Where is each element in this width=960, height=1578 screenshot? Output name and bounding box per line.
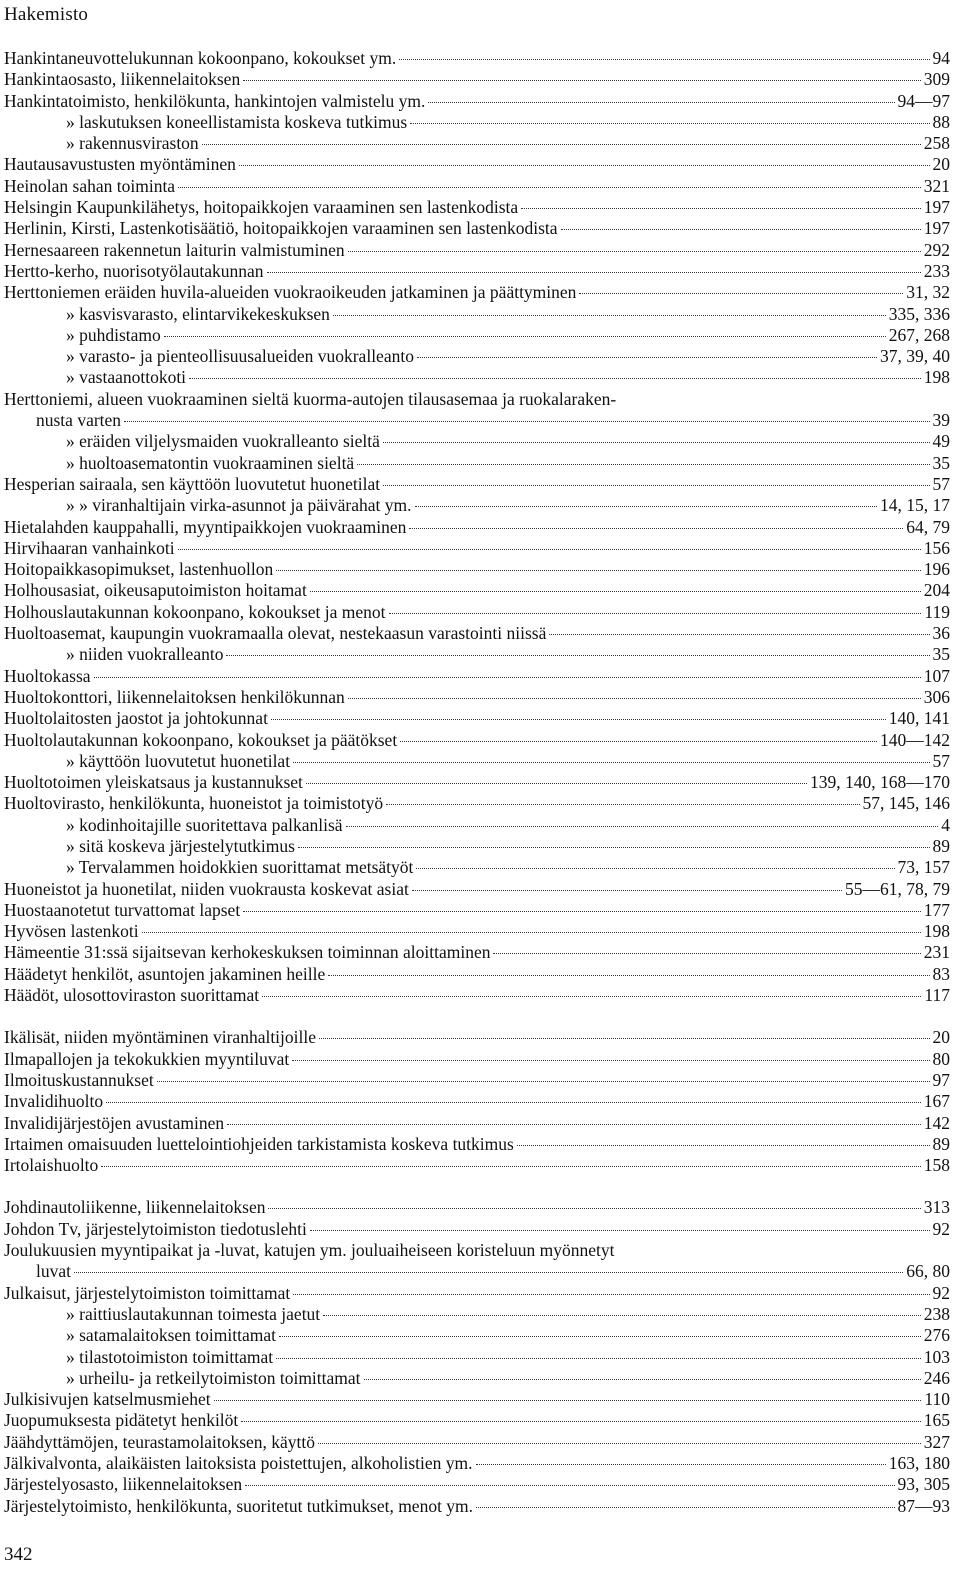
entry-pages: 31, 32 xyxy=(906,282,950,303)
entry-text: Johdinautoliikenne, liikennelaitoksen xyxy=(4,1197,266,1218)
entry-pages: 83 xyxy=(932,963,950,984)
entry-pages: 20 xyxy=(932,1027,950,1048)
entry-pages: 97 xyxy=(932,1069,950,1090)
entry-text: Huoltokassa xyxy=(4,665,91,686)
entry-text: » sitä koskeva järjestelytutkimus xyxy=(66,835,295,856)
entry-pages: 198 xyxy=(923,367,950,388)
dot-leader xyxy=(268,1208,920,1209)
dot-leader xyxy=(410,123,929,124)
index-entry xyxy=(4,1049,950,1070)
index-entry xyxy=(4,240,950,261)
index-entry xyxy=(4,644,950,665)
dot-leader xyxy=(310,591,921,592)
entry-continuation xyxy=(4,1261,950,1282)
entry-text: Huoltolaitosten jaostot ja johtokunnat xyxy=(4,708,268,729)
entry-pages: 80 xyxy=(932,1048,950,1069)
index-entry xyxy=(4,176,950,197)
index-entry xyxy=(4,900,950,921)
entry-text: Johdon Tv, järjestelytoimiston tiedotuslehti xyxy=(4,1218,307,1239)
entry-pages: 57, 145, 146 xyxy=(862,793,950,814)
entry-pages: 142 xyxy=(923,1112,950,1133)
entry-pages: 94 xyxy=(932,48,950,68)
index-entry xyxy=(4,730,950,751)
dot-leader xyxy=(476,1464,886,1465)
entry-text: Ikälisät, niiden myöntäminen viranhaltijoille xyxy=(4,1027,317,1048)
entry-text: luvat xyxy=(36,1261,71,1282)
entry-text: » puhdistamo xyxy=(66,324,161,345)
index-entry xyxy=(4,1325,950,1346)
entry-text: Häädöt, ulosottoviraston suorittamat xyxy=(4,985,260,1006)
index-entry xyxy=(4,1368,950,1389)
index-entry xyxy=(4,836,950,857)
entry-pages: 198 xyxy=(923,921,950,942)
index-entry xyxy=(4,453,950,474)
dot-leader xyxy=(276,1358,921,1359)
entry-pages: 335, 336 xyxy=(888,303,950,324)
dot-leader xyxy=(293,762,929,763)
index-entry xyxy=(4,1113,950,1134)
index-entry xyxy=(4,389,950,432)
dot-leader xyxy=(178,549,921,550)
index-entry xyxy=(4,1304,950,1325)
index-entry xyxy=(4,495,950,516)
entry-text: Häädetyt henkilöt, asuntojen jakaminen heille xyxy=(4,963,326,984)
entry-pages: 197 xyxy=(923,218,950,239)
entry-text: Hirvihaaran vanhainkoti xyxy=(4,537,175,558)
entry-pages: 196 xyxy=(923,559,950,580)
dot-leader xyxy=(415,506,877,507)
entry-pages: 204 xyxy=(923,580,950,601)
entry-text: Hertto-kerho, nuorisotyölautakunnan xyxy=(4,260,264,281)
entry-pages: 49 xyxy=(932,431,950,452)
dot-leader xyxy=(267,272,921,273)
entry-text: Hämeentie 31:ssä sijaitsevan kerhokeskuksen toiminnan aloittaminen xyxy=(4,942,491,963)
entry-pages: 20 xyxy=(932,154,950,175)
index-entry xyxy=(4,304,950,325)
entry-pages: 267, 268 xyxy=(888,324,950,345)
entry-pages: 327 xyxy=(923,1431,950,1452)
entry-text: Julkaisut, järjestelytoimiston toimittamat xyxy=(4,1282,291,1303)
dot-leader xyxy=(298,847,930,848)
dot-leader xyxy=(94,677,921,678)
entry-text: Huoltovirasto, henkilökunta, huoneistot ja toimistotyö xyxy=(4,793,384,814)
entry-text: » laskutuksen koneellistamista koskeva tutkimus xyxy=(66,111,408,132)
entry-pages: 292 xyxy=(923,239,950,260)
entry-text: » niiden vuokralleanto xyxy=(66,644,224,665)
dot-leader xyxy=(333,315,886,316)
entry-text: Jäähdyttämöjen, teurastamolaitoksen, käyttö xyxy=(4,1431,316,1452)
entry-pages: 39 xyxy=(932,410,950,431)
dot-leader xyxy=(243,80,921,81)
entry-pages: 165 xyxy=(923,1410,950,1431)
entry-pages: 93, 305 xyxy=(897,1474,950,1495)
entry-pages: 92 xyxy=(932,1218,950,1239)
entry-pages: 197 xyxy=(923,197,950,218)
entry-pages: 163, 180 xyxy=(888,1453,950,1473)
dot-leader xyxy=(164,336,886,337)
dot-leader xyxy=(323,1315,921,1316)
entry-pages: 156 xyxy=(923,537,950,558)
dot-leader xyxy=(579,293,903,294)
index-entry xyxy=(4,325,950,346)
index-entry xyxy=(4,48,950,69)
entry-text: Hankintaneuvottelukunnan kokoonpano, kokoukset ym. xyxy=(4,48,397,68)
dot-leader xyxy=(399,59,929,60)
entry-text: Huoltotoimen yleiskatsaus ja kustannukset xyxy=(4,772,303,793)
index-entry xyxy=(4,1496,950,1517)
index-entry xyxy=(4,197,950,218)
entry-pages: 110 xyxy=(924,1389,950,1410)
dot-leader xyxy=(318,1443,921,1444)
dot-leader xyxy=(189,378,921,379)
dot-leader xyxy=(409,528,903,529)
entry-pages: 321 xyxy=(923,175,950,196)
dot-leader xyxy=(306,783,807,784)
index-entry xyxy=(4,1219,950,1240)
entry-text: » huoltoasematontin vuokraaminen sieltä xyxy=(66,452,355,473)
dot-leader xyxy=(476,1507,894,1508)
index-entry xyxy=(4,1453,950,1474)
dot-leader xyxy=(346,826,939,827)
entry-pages: 14, 15, 17 xyxy=(880,495,950,516)
entry-pages: 276 xyxy=(923,1325,950,1346)
entry-pages: 140, 141 xyxy=(888,708,950,729)
page-header: Hakemisto xyxy=(4,4,89,25)
entry-text: Hankintaosasto, liikennelaitoksen xyxy=(4,69,241,90)
dot-leader xyxy=(227,1124,921,1125)
dot-leader xyxy=(319,1038,929,1039)
entry-text: Järjestelyosasto, liikennelaitoksen xyxy=(4,1474,243,1495)
index-entry xyxy=(4,708,950,729)
entry-text: Holhouslautakunnan kokoonpano, kokoukset ja menot xyxy=(4,601,386,622)
entry-pages: 309 xyxy=(923,69,950,90)
index-entry xyxy=(4,538,950,559)
index-entry xyxy=(4,1155,950,1176)
index-entry xyxy=(4,1389,950,1410)
dot-leader xyxy=(214,1400,922,1401)
entry-text: » varasto- ja pienteollisuusalueiden vuokralleanto xyxy=(66,346,414,367)
dot-leader xyxy=(101,1166,920,1167)
entry-text: Huoltoasemat, kaupungin vuokramaalla olevat, nestekaasun varastointi niissä xyxy=(4,623,547,644)
dot-leader xyxy=(178,187,921,188)
index-group xyxy=(4,1027,950,1176)
dot-leader xyxy=(239,165,930,166)
dot-leader xyxy=(386,804,859,805)
index-entry xyxy=(4,793,950,814)
index-entry xyxy=(4,1091,950,1112)
entry-pages: 57 xyxy=(932,750,950,771)
dot-leader xyxy=(243,911,921,912)
entry-pages: 4 xyxy=(941,814,950,835)
entry-pages: 87—93 xyxy=(897,1495,950,1516)
dot-leader xyxy=(348,251,921,252)
entry-text: » rakennusviraston xyxy=(66,133,199,154)
index-group xyxy=(4,1197,950,1516)
index-entry xyxy=(4,1240,950,1283)
index-entry xyxy=(4,687,950,708)
entry-text: Herlinin, Kirsti, Lastenkotisäätiö, hoitopaikkojen varaaminen sen lastenkodista xyxy=(4,218,558,239)
dot-leader xyxy=(328,975,929,976)
index-entry xyxy=(4,431,950,452)
index-entry xyxy=(4,1432,950,1453)
index-entry xyxy=(4,1347,950,1368)
dot-leader xyxy=(383,442,930,443)
index-entry xyxy=(4,261,950,282)
dot-leader xyxy=(521,208,921,209)
entry-text: » urheilu- ja retkeilytoimiston toimittamat xyxy=(66,1367,361,1388)
entry-text: Huoltolautakunnan kokoonpano, kokoukset ja päätökset xyxy=(4,729,398,750)
dot-leader xyxy=(292,1060,929,1061)
index-entry xyxy=(4,623,950,644)
entry-text: Hernesaareen rakennetun laiturin valmistuminen xyxy=(4,239,345,260)
index-entry xyxy=(4,580,950,601)
dot-leader xyxy=(517,1145,930,1146)
entry-text: » kasvisvarasto, elintarvikekeskuksen xyxy=(66,303,330,324)
index-entry xyxy=(4,367,950,388)
dot-leader xyxy=(241,1421,920,1422)
index-entry xyxy=(4,154,950,175)
entry-text: » raittiuslautakunnan toimesta jaetut xyxy=(66,1303,321,1324)
entry-pages: 313 xyxy=(923,1197,950,1218)
entry-text: Hankintatoimisto, henkilökunta, hankintojen valmistelu ym. xyxy=(4,90,426,111)
entry-text: Helsingin Kaupunkilähetys, hoitopaikkojen varaaminen sen lastenkodista xyxy=(4,197,519,218)
dot-leader xyxy=(417,357,877,358)
entry-text: » satamalaitoksen toimittamat xyxy=(66,1325,276,1346)
entry-text: Invalidijärjestöjen avustaminen xyxy=(4,1112,225,1133)
entry-pages: 238 xyxy=(923,1303,950,1324)
entry-text: Irtolaishuolto xyxy=(4,1155,99,1176)
entry-text: Herttoniemi, alueen vuokraaminen sieltä kuorma-autojen tilausasemaa ja ruokalaraken- xyxy=(4,388,617,409)
dot-leader xyxy=(276,570,920,571)
entry-pages: 57 xyxy=(932,473,950,494)
entry-pages: 167 xyxy=(923,1091,950,1112)
index-entry xyxy=(4,942,950,963)
dot-leader xyxy=(124,421,929,422)
page-number: 342 xyxy=(4,1544,33,1565)
entry-pages: 140—142 xyxy=(880,729,950,750)
dot-leader xyxy=(428,102,894,103)
index-entry xyxy=(4,879,950,900)
index-entry xyxy=(4,1027,950,1048)
entry-text: » kodinhoitajille suoritettava palkanlisä xyxy=(66,814,343,835)
entry-pages: 64, 79 xyxy=(906,516,950,537)
dot-leader xyxy=(561,229,921,230)
entry-pages: 177 xyxy=(923,899,950,920)
dot-leader xyxy=(293,1294,929,1295)
entry-pages: 73, 157 xyxy=(897,857,950,878)
index-entry xyxy=(4,1197,950,1218)
entry-text: » » viranhaltijain virka-asunnot ja päivärahat ym. xyxy=(66,495,412,516)
index-entry xyxy=(4,1283,950,1304)
index-entry xyxy=(4,666,950,687)
index-entry xyxy=(4,282,950,303)
entry-pages: 36 xyxy=(932,623,950,644)
entry-pages: 258 xyxy=(923,133,950,154)
entry-text: Hietalahden kauppahalli, myyntipaikkojen vuokraaminen xyxy=(4,516,407,537)
entry-text: Huostaanotetut turvattomat lapset xyxy=(4,899,241,920)
dot-leader xyxy=(157,1081,930,1082)
entry-text: Joulukuusien myyntipaikat ja -luvat, katujen ym. jouluaiheiseen koristeluun myönnetyt xyxy=(4,1240,615,1261)
dot-leader xyxy=(279,1336,921,1337)
dot-leader xyxy=(202,144,921,145)
entry-pages: 55—61, 78, 79 xyxy=(845,878,950,899)
index-entry xyxy=(4,1070,950,1091)
entry-text: Huoneistot ja huonetilat, niiden vuokrausta koskevat asiat xyxy=(4,878,409,899)
entry-text: Herttoniemen eräiden huvila-alueiden vuokraoikeuden jatkaminen ja päättyminen xyxy=(4,282,577,303)
entry-text: » vastaanottokoti xyxy=(66,367,187,388)
entry-pages: 103 xyxy=(923,1346,950,1367)
entry-pages: 66, 80 xyxy=(906,1261,950,1282)
index-entry xyxy=(4,602,950,623)
entry-text: Ilmoituskustannukset xyxy=(4,1069,154,1090)
index-entry xyxy=(4,346,950,367)
entry-text: Juopumuksesta pidätetyt henkilöt xyxy=(4,1410,239,1431)
index-entry xyxy=(4,857,950,878)
dot-leader xyxy=(400,741,877,742)
dot-leader xyxy=(357,464,929,465)
entry-text: Huoltokonttori, liikennelaitoksen henkilökunnan xyxy=(4,686,345,707)
entry-text: Hesperian sairaala, sen käyttöön luovutetut huonetilat xyxy=(4,473,381,494)
entry-text: Hoitopaikkasopimukset, lastenhuollon xyxy=(4,559,274,580)
index-entry xyxy=(4,559,950,580)
index-list xyxy=(4,48,950,1517)
entry-text: Julkisivujen katselmusmiehet xyxy=(4,1389,211,1410)
index-entry xyxy=(4,218,950,239)
dot-leader xyxy=(383,485,929,486)
entry-pages: 158 xyxy=(923,1155,950,1176)
index-entry xyxy=(4,1134,950,1155)
dot-leader xyxy=(549,634,929,635)
entry-pages: 119 xyxy=(924,601,950,622)
index-entry xyxy=(4,1474,950,1495)
dot-leader xyxy=(245,1485,894,1486)
entry-text: Holhousasiat, oikeusaputoimiston hoitamat xyxy=(4,580,307,601)
dot-leader xyxy=(412,890,842,891)
dot-leader xyxy=(142,932,921,933)
entry-text: Jälkivalvonta, alaikäisten laitoksista poistettujen, alkoholistien ym. xyxy=(4,1453,473,1473)
entry-pages: 139, 140, 168—170 xyxy=(810,772,950,793)
dot-leader xyxy=(271,719,886,720)
entry-text: » käyttöön luovutetut huonetilat xyxy=(66,750,291,771)
entry-text: Järjestelytoimisto, henkilökunta, suoritetut tutkimukset, menot ym. xyxy=(4,1495,474,1516)
entry-text: Ilmapallojen ja tekokukkien myyntiluvat xyxy=(4,1048,290,1069)
dot-leader xyxy=(389,613,922,614)
entry-pages: 88 xyxy=(932,111,950,132)
index-entry xyxy=(4,921,950,942)
entry-pages: 37, 39, 40 xyxy=(880,346,950,367)
entry-pages: 94—97 xyxy=(897,90,950,111)
entry-text: Irtaimen omaisuuden luettelointiohjeiden tarkistamista koskeva tutkimus xyxy=(4,1133,514,1154)
entry-pages: 89 xyxy=(932,1133,950,1154)
index-entry xyxy=(4,91,950,112)
entry-pages: 35 xyxy=(932,452,950,473)
entry-text: nusta varten xyxy=(36,410,122,431)
dot-leader xyxy=(416,868,894,869)
dot-leader xyxy=(348,698,921,699)
entry-pages: 231 xyxy=(923,942,950,963)
entry-pages: 92 xyxy=(932,1282,950,1303)
entry-text: » Tervalammen hoidokkien suorittamat metsätyöt xyxy=(66,857,414,878)
index-entry xyxy=(4,964,950,985)
index-entry xyxy=(4,772,950,793)
index-entry xyxy=(4,112,950,133)
dot-leader xyxy=(106,1102,921,1103)
index-entry xyxy=(4,133,950,154)
entry-text: Invalidihuolto xyxy=(4,1091,104,1112)
dot-leader xyxy=(74,1272,903,1273)
dot-leader xyxy=(493,953,920,954)
entry-pages: 89 xyxy=(932,835,950,856)
index-group xyxy=(4,48,950,1006)
entry-pages: 35 xyxy=(932,644,950,665)
index-entry xyxy=(4,1410,950,1431)
dot-leader xyxy=(364,1379,921,1380)
index-entry xyxy=(4,815,950,836)
entry-text: » eräiden viljelysmaiden vuokralleanto sieltä xyxy=(66,431,380,452)
entry-pages: 306 xyxy=(923,686,950,707)
index-entry xyxy=(4,751,950,772)
entry-pages: 233 xyxy=(923,260,950,281)
entry-continuation xyxy=(4,410,950,431)
dot-leader xyxy=(310,1230,930,1231)
entry-text: Heinolan sahan toiminta xyxy=(4,175,176,196)
entry-text: Hyvösen lastenkoti xyxy=(4,921,139,942)
entry-text: » tilastotoimiston toimittamat xyxy=(66,1346,274,1367)
entry-pages: 107 xyxy=(923,665,950,686)
dot-leader xyxy=(226,655,929,656)
index-entry xyxy=(4,474,950,495)
index-entry xyxy=(4,517,950,538)
entry-pages: 246 xyxy=(923,1367,950,1388)
index-entry xyxy=(4,69,950,90)
entry-text: Hautausavustusten myöntäminen xyxy=(4,154,236,175)
index-entry xyxy=(4,985,950,1006)
dot-leader xyxy=(262,996,921,997)
entry-pages: 117 xyxy=(924,985,950,1006)
